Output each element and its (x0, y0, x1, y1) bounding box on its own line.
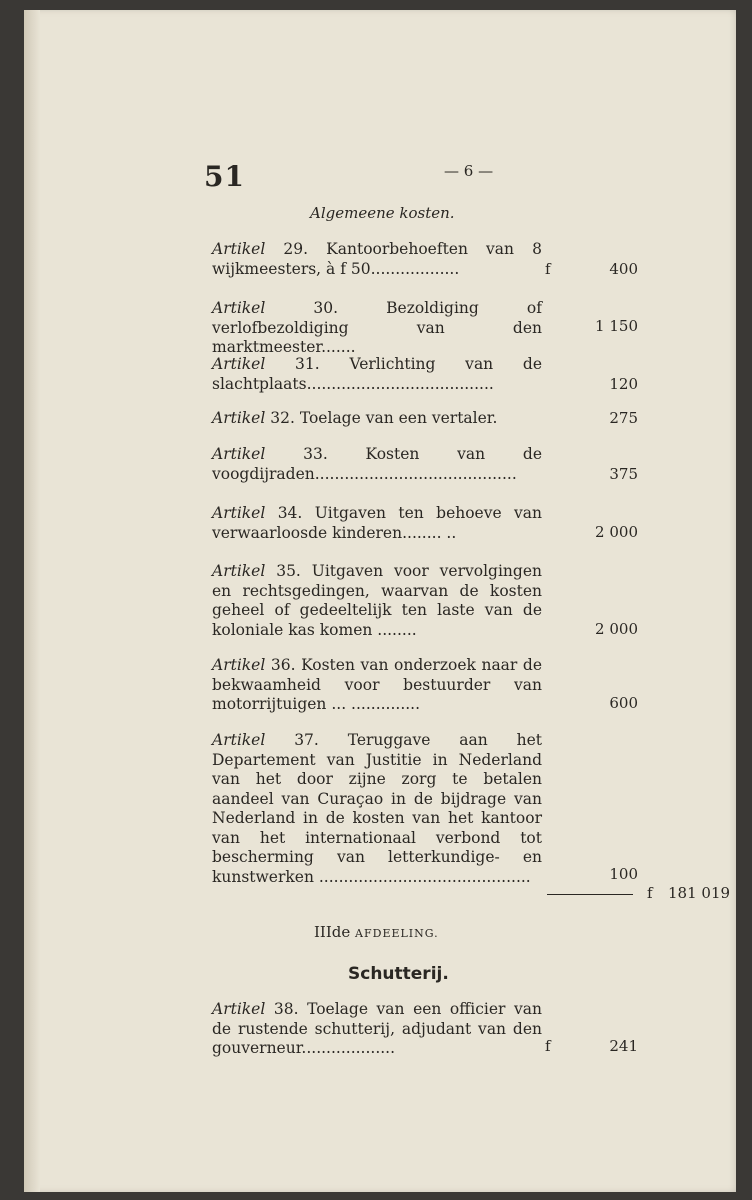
entry-number: 32. (270, 409, 295, 427)
currency-mark: f (545, 260, 551, 278)
entry-artikel-31 (212, 355, 542, 394)
entry-label: Artikel (212, 355, 266, 373)
entry-number: 36. (270, 656, 296, 674)
entry-artikel-33 (212, 445, 542, 484)
entry-number: 38. (273, 1000, 299, 1018)
entry-text: Kosten van de voogdijraden......................................... (212, 445, 542, 483)
entry-artikel-32 (212, 409, 542, 429)
entry-artikel-30 (212, 299, 542, 358)
page-spine (24, 10, 40, 1192)
entry-text: Bezoldiging of verlofbezoldiging van den marktmeester....... (212, 299, 542, 356)
entry-artikel-38 (212, 1000, 542, 1059)
entry-amount: 2 000 (595, 523, 638, 541)
entry-amount: 1 150 (595, 317, 638, 335)
entry-artikel-29 (212, 240, 542, 279)
entry-label: Artikel (212, 562, 266, 580)
entry-number: 37. (294, 731, 319, 749)
entry-amount: 120 (609, 375, 638, 393)
entry-label: Artikel (212, 445, 266, 463)
entry-amount: 2 000 (595, 620, 638, 638)
entry-label: Artikel (212, 240, 266, 258)
total-rule (547, 894, 633, 895)
entry-amount: 375 (609, 465, 638, 483)
afdeeling-word: AFDEELING. (355, 927, 439, 940)
afdeeling-heading (314, 923, 439, 941)
entry-label: Artikel (212, 656, 266, 674)
total-currency: f (647, 884, 653, 902)
entry-amount: 275 (609, 409, 638, 427)
book-page (24, 10, 736, 1192)
entry-number: 34. (277, 504, 303, 522)
entry-text: Verlichting van de slachtplaats...................................... (212, 355, 542, 393)
currency-mark: f (545, 1037, 551, 1055)
entry-label: Artikel (212, 409, 266, 427)
entry-artikel-37 (212, 731, 542, 887)
entry-label: Artikel (212, 1000, 266, 1018)
running-head: — 6 — (444, 162, 494, 180)
entry-text: Uitgaven ten behoeve van verwaarloosde kinderen........ .. (212, 504, 543, 542)
entry-number: 31. (295, 355, 320, 373)
entry-number: 30. (313, 299, 339, 317)
section-total: 181 019 (668, 884, 731, 902)
entry-text: Kantoorbehoeften van 8 wijkmeesters, à f 50.................. (212, 240, 542, 278)
page-number: 51 (204, 160, 245, 193)
afdeeling-prefix: IIIde (314, 923, 351, 941)
entry-text: Uitgaven voor vervolgingen en rechtsgedingen, waarvan de kosten geheel of gedeeltelijk ten laste van de koloniale kas komen ........ (212, 562, 542, 639)
entry-amount: 100 (609, 865, 638, 883)
entry-amount: 600 (609, 694, 638, 712)
entry-text: Toelage van een officier van de rustende schutterij, adjudant van den gouverneur................... (212, 1000, 542, 1057)
section-title: Algemeene kosten. (310, 204, 455, 222)
entry-text: Toelage van een vertaler. (299, 409, 498, 427)
entry-artikel-35 (212, 562, 542, 640)
entry-number: 35. (276, 562, 301, 580)
entry-amount: 400 (609, 260, 638, 278)
entry-amount: 241 (609, 1037, 638, 1055)
entry-text: Teruggave aan het Departement van Justitie in Nederland van het door zijne zorg te betalen aandeel van Curaçao in de bijdrage van Nederland in de kosten van het kantoor van het internationaal verbond tot bescherming van letterkundige- en kunstwerken ........................................... (212, 731, 543, 886)
entry-number: 33. (303, 445, 328, 463)
subsection-title: Schutterij. (348, 964, 449, 984)
entry-number: 29. (283, 240, 309, 258)
entry-text: Kosten van onderzoek naar de bekwaamheid voor bestuurder van motorrijtuigen ... .............. (212, 656, 542, 713)
entry-artikel-34 (212, 504, 542, 543)
entry-label: Artikel (212, 504, 266, 522)
entry-label: Artikel (212, 731, 266, 749)
entry-label: Artikel (212, 299, 266, 317)
entry-artikel-36 (212, 656, 542, 715)
